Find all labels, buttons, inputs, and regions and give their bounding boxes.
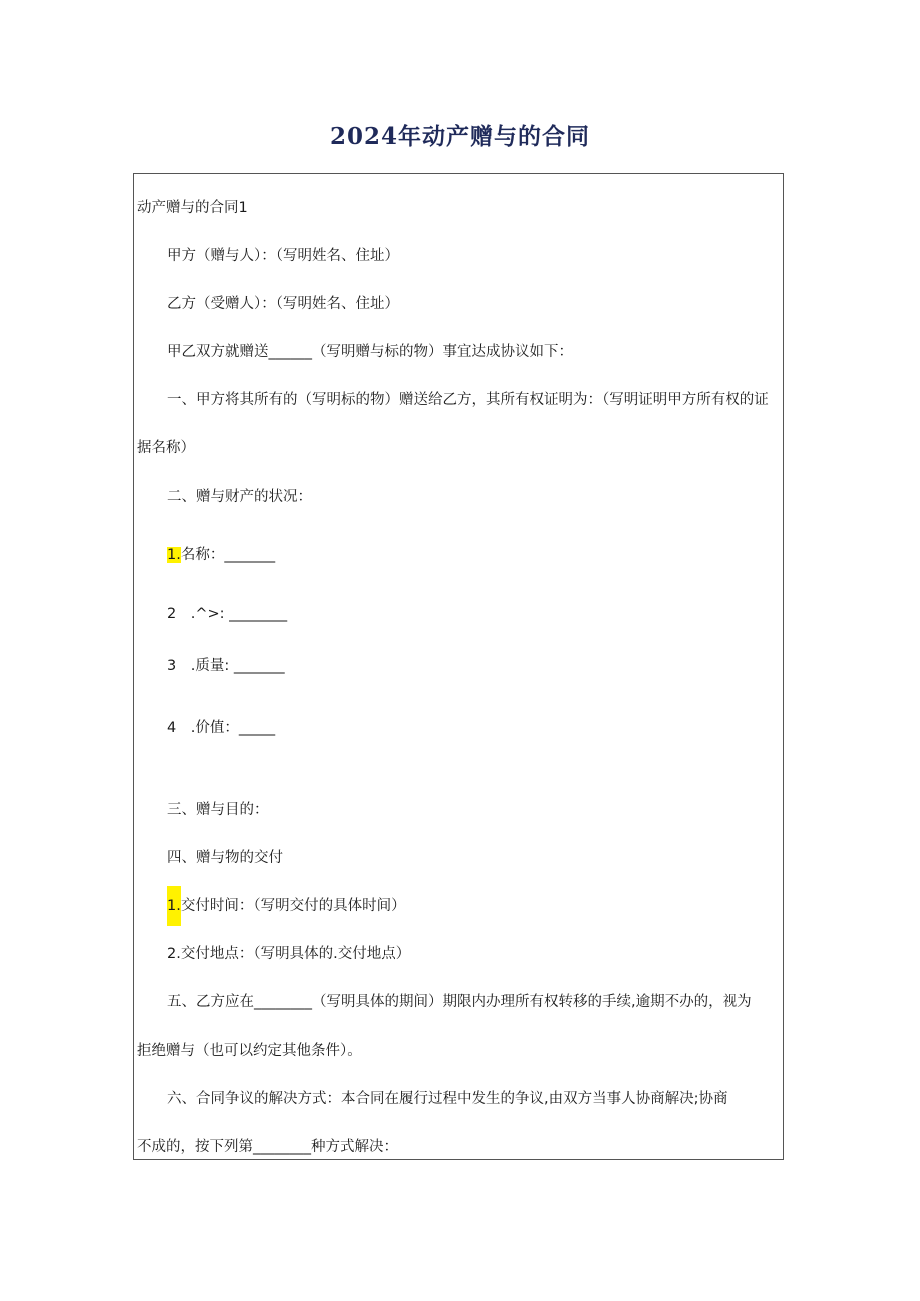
clause2-title: 二、赠与财产的状况：	[167, 489, 312, 505]
clause3-title: 三、赠与目的：	[167, 802, 269, 818]
item1-line	[167, 545, 275, 565]
delivery1-text: 交付时间：（写明交付的具体时间）	[180, 898, 406, 914]
preamble-line: 甲乙双方就赠送______（写明赠与标的物）事宜达成协议如下：	[167, 344, 573, 360]
clause6-line2: 不成的，按下列第________种方式解决：	[137, 1139, 398, 1155]
delivery1-number-highlight: 1.	[167, 886, 181, 926]
item1-text: 名称：_______	[180, 547, 276, 563]
delivery2-line: 2.交付地点：（写明具体的.交付地点）	[167, 946, 411, 962]
clause5-line1: 五、乙方应在________（写明具体的期间）期限内办理所有权转移的手续,逾期不办的，视为	[167, 994, 752, 1010]
item3-line: 3 .质量: _______	[167, 658, 285, 674]
item1-number-highlight: 1.	[167, 547, 181, 563]
item4-line: 4 .价值：_____	[167, 720, 276, 736]
clause1-line2: 据名称）	[137, 440, 195, 456]
party-b-line: 乙方（受赠人）：（写明姓名、住址）	[167, 296, 399, 312]
clause6-line1: 六、合同争议的解决方式：本合同在履行过程中发生的争议,由双方当事人协商解决;协商	[167, 1091, 728, 1107]
party-a-line: 甲方（赠与人）：（写明姓名、住址）	[167, 248, 399, 264]
clause4-title: 四、赠与物的交付	[167, 850, 283, 866]
delivery1-line	[167, 896, 406, 916]
clause1-line1: 一、甲方将其所有的（写明标的物）赠送给乙方，其所有权证明为：（写明证明甲方所有权的证	[167, 392, 769, 408]
item2-line: 2 .^>: ________	[167, 606, 288, 622]
document-title: 2024年动产赠与的合同	[329, 123, 590, 150]
clause5-line2: 拒绝赠与（也可以约定其他条件）。	[137, 1043, 362, 1059]
contract-heading: 动产赠与的合同1	[137, 200, 248, 216]
